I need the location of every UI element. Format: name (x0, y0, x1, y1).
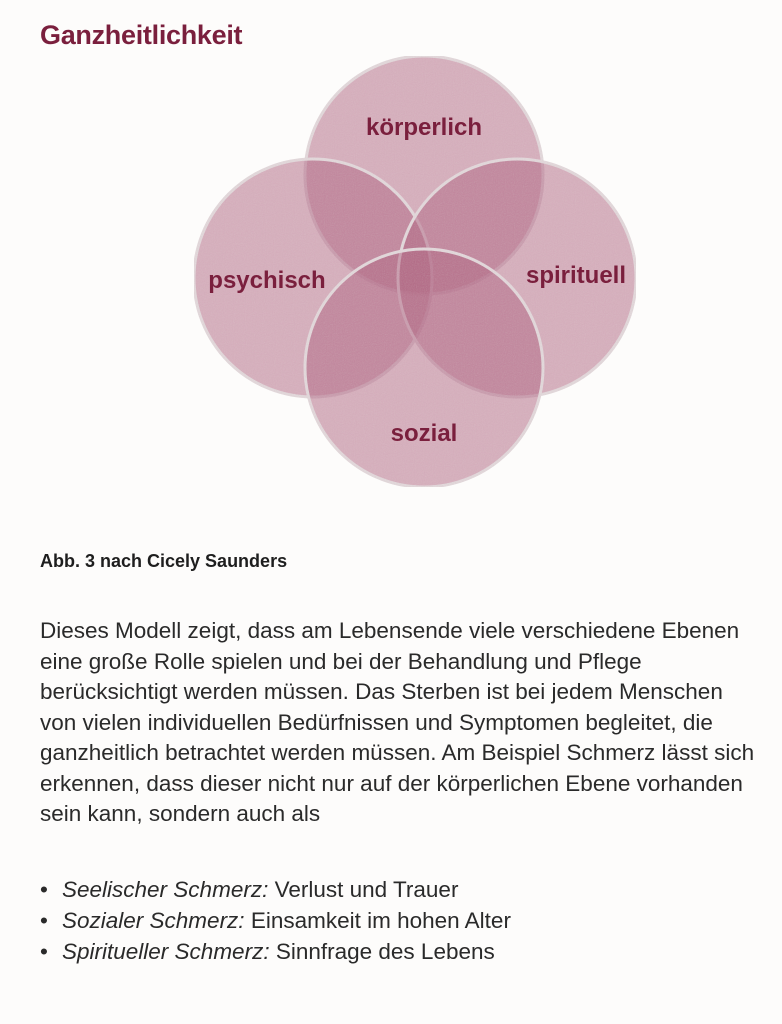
bullet-text: Einsamkeit im hohen Alter (244, 908, 511, 933)
bullet-term: Sozialer Schmerz: (62, 908, 245, 933)
bullet-term: Seelischer Schmerz: (62, 877, 269, 902)
page-title: Ganzheitlichkeit (40, 20, 243, 50)
label-psychisch: psychisch (208, 267, 326, 294)
label-spirituell: spirituell (525, 262, 627, 289)
bullet-icon: • (40, 908, 48, 933)
figure-caption: Abb. 3 nach Cicely Saunders (40, 551, 288, 571)
body-paragraph: Dieses Modell zeigt, dass am Lebensende viele verschiedene Ebenen eine große Rolle spielen und bei der Behandlung und Pflege berücksichtigt werden müssen. Das Sterben ist bei jedem Menschen von vielen individuellen Bedürfnissen und Symptomen begleitet, die ganzheitlich betrachtet werden müssen. Am Beispiel Schmerz lässt sich erkennen, dass dieser nicht nur auf der körperlichen Ebene vorhanden sein kann, sondern auch als (40, 618, 755, 826)
bullet-icon: • (40, 939, 48, 964)
list-item (40, 936, 511, 967)
bullet-text: Verlust und Trauer (268, 877, 459, 902)
pain-types-list (40, 874, 511, 967)
list-item (40, 905, 511, 936)
bullet-icon: • (40, 877, 48, 902)
list-item (40, 874, 511, 905)
label-sozial: sozial (390, 420, 458, 447)
circle-sozial (305, 249, 543, 487)
label-koerperlich: körperlich (365, 114, 483, 141)
bullet-text: Sinnfrage des Lebens (269, 939, 495, 964)
bullet-term: Spiritueller Schmerz: (62, 939, 270, 964)
